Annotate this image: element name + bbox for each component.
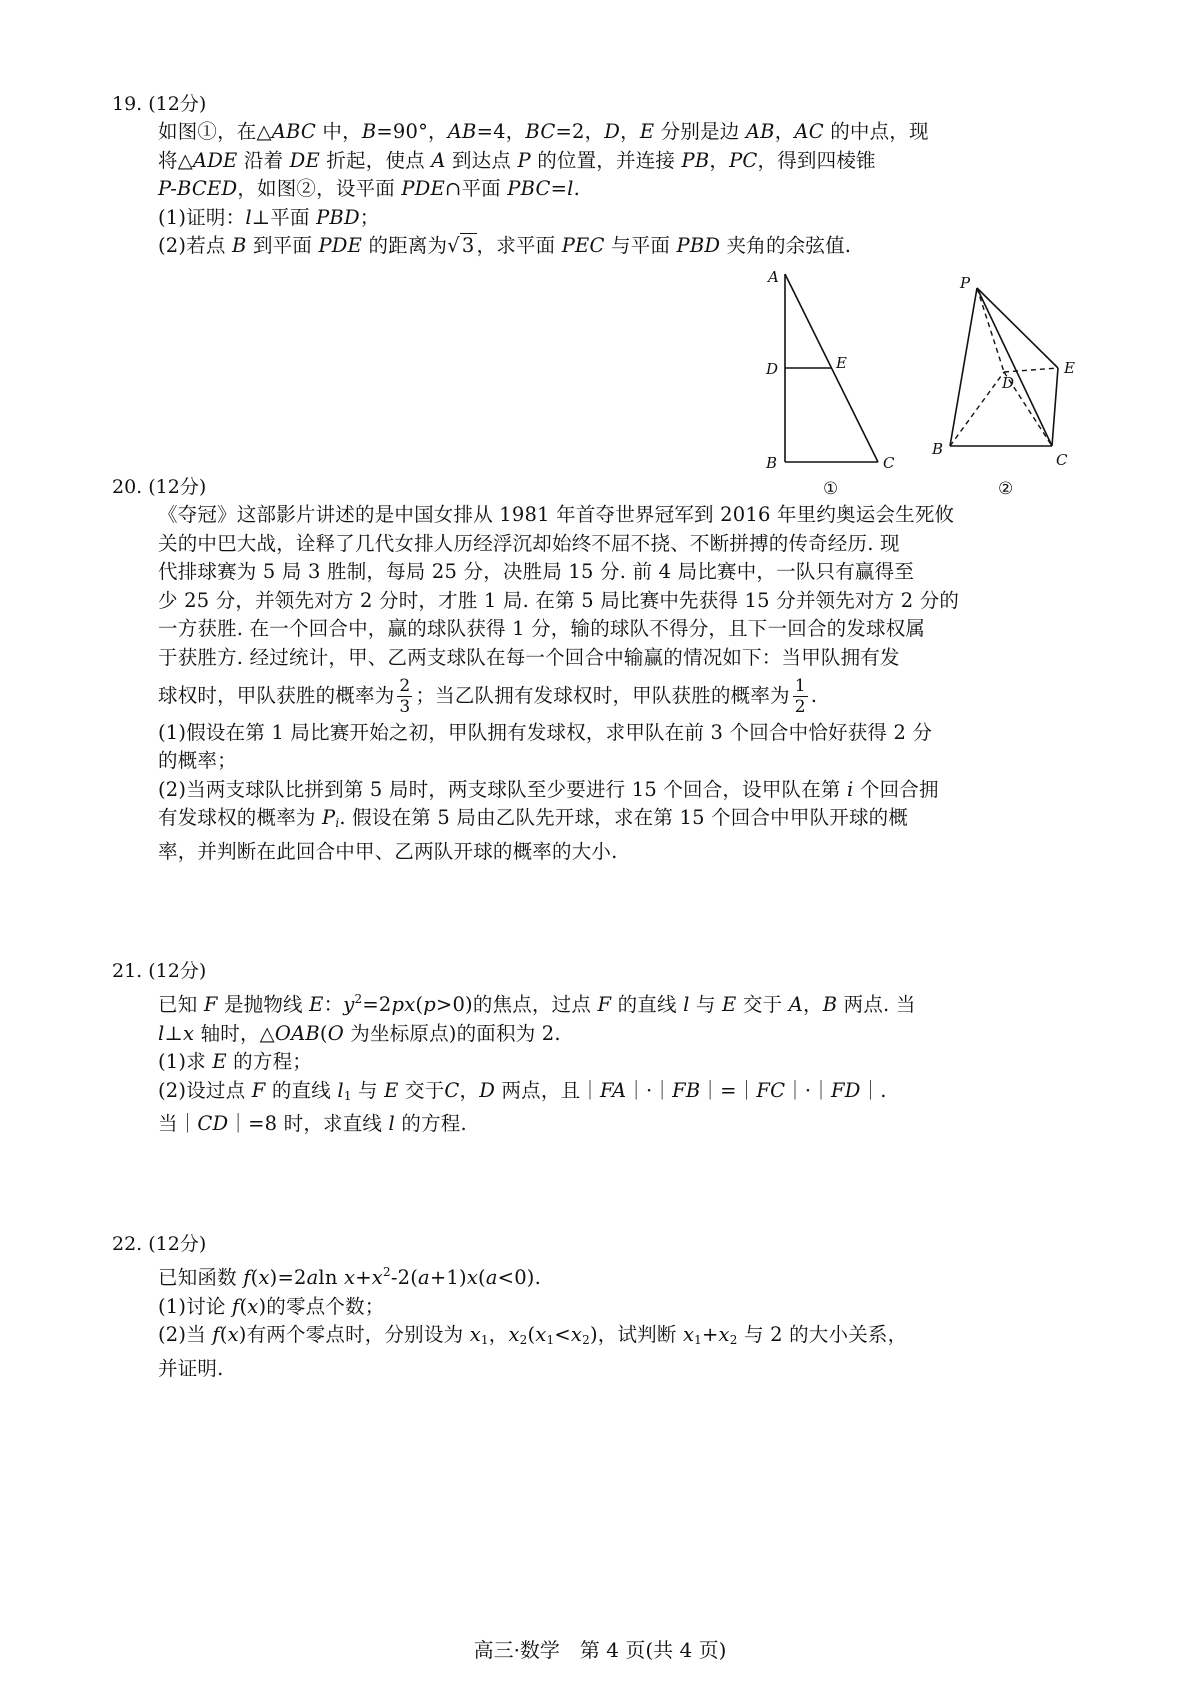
- problem-number: 22. (12分): [112, 1233, 207, 1255]
- question-1-cont: 的概率；: [158, 749, 237, 773]
- problem-text-line: 已知函数 f(x)=2aln $x+x^2-2(a+1)x(a<0)$.: [158, 1265, 542, 1289]
- problem-19: [112, 90, 1092, 261]
- label-A: A: [768, 268, 779, 286]
- question-1: (1)假设在第 1 局比赛开始之初，甲队拥有发球权，求甲队在前 3 个回合中恰好获得 2 分: [158, 720, 933, 744]
- problem-22: [112, 1230, 1092, 1383]
- label-D: D: [766, 360, 779, 378]
- figure-2-pyramid: [931, 274, 1075, 499]
- fraction-two-thirds: $\frac{2}{3}$: [399, 675, 411, 717]
- problem-19-figures: [740, 268, 1120, 508]
- question-2-cont: 有发球权的概率为 $P_i$. 假设在第 5 局由乙队先开球，求在第 15 个回合中甲队开球的概: [158, 806, 909, 831]
- label-E2: E: [1064, 359, 1075, 377]
- question-2: (2)当两支球队比拼到第 5 局时，两支球队至少要进行 15 个回合，设甲队在第 i 个回合拥: [158, 777, 939, 801]
- problem-21: [112, 957, 1092, 1139]
- label-B: B: [766, 454, 778, 472]
- problem-20: [112, 473, 1092, 867]
- label-B2: B: [932, 440, 944, 458]
- question-2: (2)若点 B 到平面 PDE 的距离为√ 3 ，求平面 PEC 与平面 PBD 夹角的余弦值.: [158, 232, 1092, 261]
- figure-1-triangle: [765, 268, 895, 499]
- question-2: (2)当 f(x)有两个零点时，分别设为 $x_1$，$x_2(x_1<x_2)$，试判断 $x_1+x_2$ 与 2 的大小关系，: [158, 1323, 908, 1348]
- question-2-cont: 并证明.: [158, 1356, 224, 1380]
- problem-text-line: 已知 F 是抛物线 E：$y^2=2px(p>0)$的焦点，过点 F 的直线 l 与 E 交于 A，B 两点. 当: [158, 992, 916, 1016]
- label-E: E: [836, 354, 847, 372]
- problem-text-line: 关的中巴大战，诠释了几代女排人历经浮沉却始终不屈不挠、不断拼搏的传奇经历. 现: [158, 531, 900, 555]
- problem-text-line: 少 25 分，并领先对方 2 分时，才胜 1 局. 在第 5 局比赛中先获得 15 分并领先对方 2 分的: [158, 588, 960, 612]
- problem-text-line: 如图①，在△ABC 中，B=90°，AB=4，BC=2，D，E 分别是边 AB，AC 的中点，现: [158, 120, 929, 143]
- problem-text-line: P-BCED，如图②，设平面 PDE∩平面 PBC=l.: [158, 177, 580, 201]
- question-1: (1)证明：l⊥平面 PBD；: [158, 205, 380, 229]
- figure-2-label: ②: [998, 479, 1014, 499]
- page-footer: 高三·数学 第 4 页(共 4 页): [473, 1638, 727, 1662]
- label-C2: C: [1056, 451, 1068, 469]
- question-1: (1)讨论 f(x)的零点个数；: [158, 1294, 385, 1318]
- problem-text-line: 球权时，甲队获胜的概率为 $\frac{2}{3}$ ；当乙队拥有发球权时，甲队获胜的概率为 $\frac{1}{2}$ .: [158, 675, 818, 717]
- problem-text-line: 代排球赛为 5 局 3 胜制，每局 25 分，决胜局 15 分. 前 4 局比赛中，一队只有赢得至: [158, 560, 915, 584]
- problem-number: 19. (12分): [112, 93, 207, 115]
- problem-text-line: 于获胜方. 经过统计，甲、乙两支球队在每一个回合中输赢的情况如下：当甲队拥有发: [158, 645, 900, 669]
- problem-number: 20. (12分): [112, 476, 207, 498]
- problem-text-line: l⊥x 轴时，△OAB(O 为坐标原点)的面积为 2.: [158, 1021, 561, 1045]
- sqrt-expression: √ 3: [447, 234, 475, 258]
- question-1: (1)求 E 的方程；: [158, 1050, 312, 1074]
- problem-number: 21. (12分): [112, 960, 207, 982]
- question-2-cont: 率，并判断在此回合中甲、乙两队开球的概率的大小.: [158, 839, 618, 863]
- problem-text-line: 将△ADE 沿着 DE 折起，使点 A 到达点 P 的位置，并连接 PB，PC，得到四棱锥: [158, 148, 876, 172]
- problem-text-line: 《夺冠》这部影片讲述的是中国女排从 1981 年首夺世界冠军到 2016 年里约奥运会生死攸: [158, 503, 955, 526]
- label-D2: D: [1002, 374, 1015, 392]
- label-P: P: [960, 274, 971, 292]
- question-2-cont: 当｜CD｜=8 时，求直线 l 的方程.: [158, 1112, 467, 1136]
- problem-text-line: 一方获胜. 在一个回合中，赢的球队获得 1 分，输的球队不得分，且下一回合的发球权属: [158, 617, 926, 641]
- figure-1-label: ①: [823, 479, 839, 499]
- label-C: C: [883, 454, 895, 472]
- question-2: (2)设过点 F 的直线 $l_1$ 与 E 交于C，D 两点，且｜FA｜·｜FB｜=｜FC｜·｜FD｜.: [158, 1078, 887, 1103]
- fraction-one-half: $\frac{1}{2}$: [794, 675, 806, 717]
